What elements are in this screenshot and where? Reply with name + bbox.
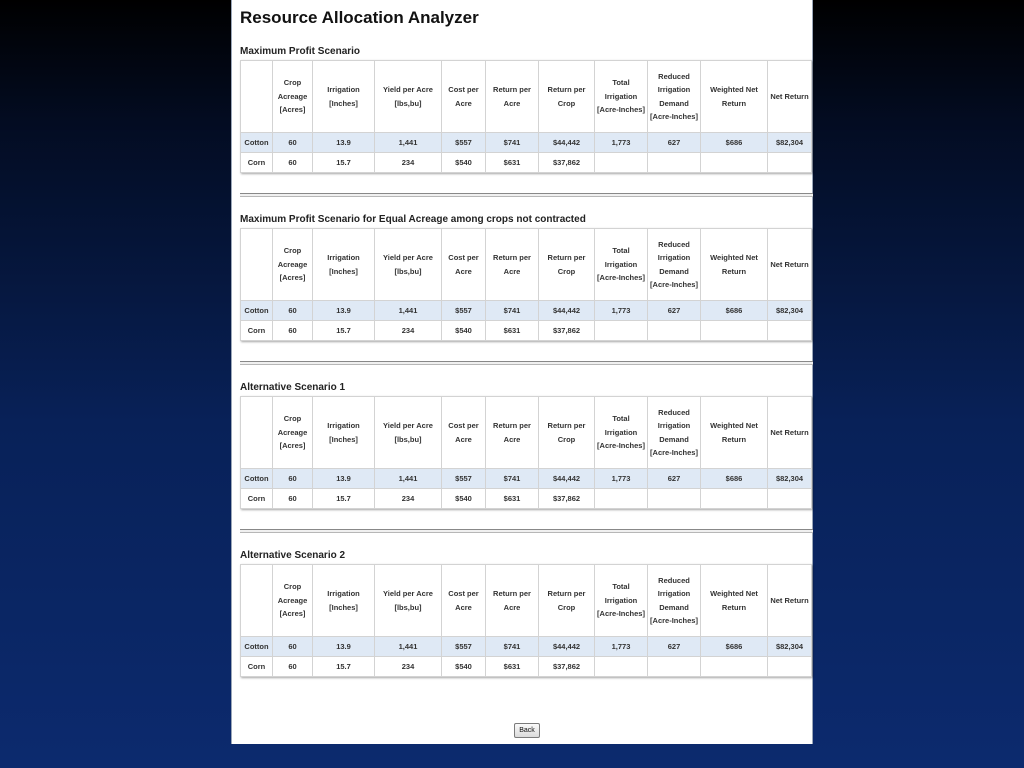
cell-return-per-crop: $44,442: [539, 301, 595, 321]
cell-cost-per-acre: $540: [442, 489, 486, 509]
column-header-crop-acreage: Crop Acreage [Acres]: [273, 229, 313, 301]
cell-return-per-acre: $741: [486, 469, 539, 489]
column-header-yield-per-acre: Yield per Acre [lbs,bu]: [375, 565, 442, 637]
table-row: [241, 657, 812, 677]
cell-irrigation: 13.9: [313, 301, 375, 321]
cell-return-per-crop: $37,862: [539, 657, 595, 677]
cell-irrigation: 15.7: [313, 657, 375, 677]
cell-crop-acreage: 60: [273, 469, 313, 489]
cell-net-return: $82,304: [768, 469, 812, 489]
scenario-results-table: [240, 396, 812, 509]
column-header-cost-per-acre: Cost per Acre: [442, 229, 486, 301]
table-row: [241, 301, 812, 321]
scenario-section-max-profit: [240, 45, 811, 173]
column-header-cost-per-acre: Cost per Acre: [442, 397, 486, 469]
cell-total-irrigation: 1,773: [595, 301, 648, 321]
cell-crop-acreage: 60: [273, 321, 313, 341]
cell-reduced-irrigation-demand: 627: [648, 133, 701, 153]
column-header-total-irrigation: Total Irrigation [Acre-Inches]: [595, 61, 648, 133]
scenario-section-alternative-2: [240, 549, 811, 677]
cell-cost-per-acre: $557: [442, 133, 486, 153]
cell-crop: Corn: [241, 489, 273, 509]
cell-total-irrigation: [595, 489, 648, 509]
scenario-section-equal-acreage: [240, 213, 811, 341]
cell-crop: Cotton: [241, 469, 273, 489]
back-button[interactable]: Back: [514, 723, 540, 738]
cell-return-per-acre: $741: [486, 301, 539, 321]
table-row: [241, 637, 812, 657]
column-header-yield-per-acre: Yield per Acre [lbs,bu]: [375, 397, 442, 469]
section-divider: [240, 361, 813, 365]
cell-irrigation: 13.9: [313, 133, 375, 153]
cell-reduced-irrigation-demand: 627: [648, 637, 701, 657]
cell-weighted-net-return: $686: [701, 469, 768, 489]
column-header-irrigation: Irrigation [Inches]: [313, 565, 375, 637]
column-header-net-return: Net Return: [768, 397, 812, 469]
column-header-return-per-acre: Return per Acre: [486, 565, 539, 637]
cell-cost-per-acre: $540: [442, 321, 486, 341]
column-header-crop-acreage: Crop Acreage [Acres]: [273, 565, 313, 637]
cell-reduced-irrigation-demand: 627: [648, 301, 701, 321]
cell-weighted-net-return: [701, 321, 768, 341]
column-header-return-per-acre: Return per Acre: [486, 229, 539, 301]
cell-crop: Cotton: [241, 637, 273, 657]
cell-return-per-acre: $631: [486, 321, 539, 341]
cell-crop: Corn: [241, 153, 273, 173]
page-title: Resource Allocation Analyzer: [240, 8, 479, 27]
cell-return-per-acre: $631: [486, 489, 539, 509]
column-header-total-irrigation: Total Irrigation [Acre-Inches]: [595, 229, 648, 301]
cell-irrigation: 13.9: [313, 637, 375, 657]
cell-crop-acreage: 60: [273, 657, 313, 677]
column-header-irrigation: Irrigation [Inches]: [313, 61, 375, 133]
cell-yield-per-acre: 1,441: [375, 469, 442, 489]
column-header-crop: [241, 61, 273, 133]
cell-yield-per-acre: 234: [375, 657, 442, 677]
column-header-crop: [241, 229, 273, 301]
cell-return-per-crop: $44,442: [539, 469, 595, 489]
cell-weighted-net-return: $686: [701, 301, 768, 321]
column-header-reduced-irrigation-demand: Reduced Irrigation Demand [Acre-Inches]: [648, 397, 701, 469]
cell-reduced-irrigation-demand: [648, 321, 701, 341]
cell-crop-acreage: 60: [273, 489, 313, 509]
column-header-crop: [241, 565, 273, 637]
cell-return-per-crop: $44,442: [539, 637, 595, 657]
cell-crop: Cotton: [241, 301, 273, 321]
scenario-results-table: [240, 564, 812, 677]
cell-cost-per-acre: $540: [442, 153, 486, 173]
column-header-return-per-crop: Return per Crop: [539, 229, 595, 301]
cell-crop: Corn: [241, 321, 273, 341]
cell-yield-per-acre: 234: [375, 321, 442, 341]
cell-cost-per-acre: $557: [442, 469, 486, 489]
table-header-row: [241, 61, 812, 133]
column-header-reduced-irrigation-demand: Reduced Irrigation Demand [Acre-Inches]: [648, 229, 701, 301]
column-header-irrigation: Irrigation [Inches]: [313, 229, 375, 301]
cell-yield-per-acre: 234: [375, 153, 442, 173]
cell-net-return: [768, 489, 812, 509]
column-header-weighted-net-return: Weighted Net Return: [701, 565, 768, 637]
cell-crop-acreage: 60: [273, 133, 313, 153]
cell-cost-per-acre: $557: [442, 637, 486, 657]
cell-weighted-net-return: [701, 489, 768, 509]
cell-return-per-acre: $631: [486, 657, 539, 677]
column-header-net-return: Net Return: [768, 565, 812, 637]
scenario-title: Maximum Profit Scenario: [240, 46, 361, 57]
table-row: [241, 153, 812, 173]
cell-total-irrigation: 1,773: [595, 133, 648, 153]
cell-yield-per-acre: 1,441: [375, 637, 442, 657]
cell-return-per-acre: $741: [486, 133, 539, 153]
table-row: [241, 469, 812, 489]
cell-cost-per-acre: $540: [442, 657, 486, 677]
cell-reduced-irrigation-demand: 627: [648, 469, 701, 489]
column-header-reduced-irrigation-demand: Reduced Irrigation Demand [Acre-Inches]: [648, 565, 701, 637]
cell-crop: Corn: [241, 657, 273, 677]
table-row: [241, 321, 812, 341]
cell-weighted-net-return: $686: [701, 133, 768, 153]
column-header-return-per-crop: Return per Crop: [539, 565, 595, 637]
section-divider: [240, 529, 813, 533]
column-header-yield-per-acre: Yield per Acre [lbs,bu]: [375, 61, 442, 133]
column-header-yield-per-acre: Yield per Acre [lbs,bu]: [375, 229, 442, 301]
cell-irrigation: 15.7: [313, 321, 375, 341]
scenario-title: Alternative Scenario 2: [240, 550, 346, 561]
column-header-reduced-irrigation-demand: Reduced Irrigation Demand [Acre-Inches]: [648, 61, 701, 133]
cell-net-return: [768, 321, 812, 341]
cell-cost-per-acre: $557: [442, 301, 486, 321]
cell-crop: Cotton: [241, 133, 273, 153]
cell-weighted-net-return: $686: [701, 637, 768, 657]
column-header-crop: [241, 397, 273, 469]
column-header-return-per-acre: Return per Acre: [486, 397, 539, 469]
cell-weighted-net-return: [701, 153, 768, 173]
cell-total-irrigation: [595, 153, 648, 173]
scenario-section-alternative-1: [240, 381, 811, 509]
scenario-results-table: [240, 60, 812, 173]
column-header-crop-acreage: Crop Acreage [Acres]: [273, 397, 313, 469]
cell-return-per-acre: $741: [486, 637, 539, 657]
cell-yield-per-acre: 1,441: [375, 301, 442, 321]
column-header-irrigation: Irrigation [Inches]: [313, 397, 375, 469]
cell-total-irrigation: 1,773: [595, 469, 648, 489]
cell-yield-per-acre: 234: [375, 489, 442, 509]
cell-irrigation: 13.9: [313, 469, 375, 489]
column-header-weighted-net-return: Weighted Net Return: [701, 397, 768, 469]
cell-crop-acreage: 60: [273, 637, 313, 657]
cell-reduced-irrigation-demand: [648, 657, 701, 677]
cell-net-return: $82,304: [768, 301, 812, 321]
cell-total-irrigation: [595, 321, 648, 341]
cell-net-return: [768, 153, 812, 173]
cell-yield-per-acre: 1,441: [375, 133, 442, 153]
cell-crop-acreage: 60: [273, 301, 313, 321]
table-header-row: [241, 229, 812, 301]
cell-total-irrigation: 1,773: [595, 637, 648, 657]
cell-irrigation: 15.7: [313, 489, 375, 509]
table-row: [241, 489, 812, 509]
scenario-results-table: [240, 228, 812, 341]
scenario-title: Alternative Scenario 1: [240, 382, 346, 393]
cell-return-per-crop: $44,442: [539, 133, 595, 153]
cell-return-per-crop: $37,862: [539, 489, 595, 509]
cell-return-per-crop: $37,862: [539, 153, 595, 173]
column-header-weighted-net-return: Weighted Net Return: [701, 61, 768, 133]
column-header-cost-per-acre: Cost per Acre: [442, 565, 486, 637]
cell-net-return: [768, 657, 812, 677]
cell-reduced-irrigation-demand: [648, 489, 701, 509]
cell-reduced-irrigation-demand: [648, 153, 701, 173]
page-panel: [231, 0, 813, 744]
column-header-crop-acreage: Crop Acreage [Acres]: [273, 61, 313, 133]
column-header-net-return: Net Return: [768, 61, 812, 133]
table-header-row: [241, 397, 812, 469]
column-header-return-per-crop: Return per Crop: [539, 397, 595, 469]
column-header-return-per-crop: Return per Crop: [539, 61, 595, 133]
cell-irrigation: 15.7: [313, 153, 375, 173]
column-header-net-return: Net Return: [768, 229, 812, 301]
section-divider: [240, 193, 813, 197]
table-row: [241, 133, 812, 153]
scenario-title: Maximum Profit Scenario for Equal Acreage among crops not contracted: [240, 214, 586, 225]
column-header-weighted-net-return: Weighted Net Return: [701, 229, 768, 301]
column-header-cost-per-acre: Cost per Acre: [442, 61, 486, 133]
cell-crop-acreage: 60: [273, 153, 313, 173]
column-header-total-irrigation: Total Irrigation [Acre-Inches]: [595, 565, 648, 637]
cell-total-irrigation: [595, 657, 648, 677]
cell-return-per-acre: $631: [486, 153, 539, 173]
cell-net-return: $82,304: [768, 637, 812, 657]
cell-weighted-net-return: [701, 657, 768, 677]
column-header-return-per-acre: Return per Acre: [486, 61, 539, 133]
cell-net-return: $82,304: [768, 133, 812, 153]
table-header-row: [241, 565, 812, 637]
cell-return-per-crop: $37,862: [539, 321, 595, 341]
column-header-total-irrigation: Total Irrigation [Acre-Inches]: [595, 397, 648, 469]
